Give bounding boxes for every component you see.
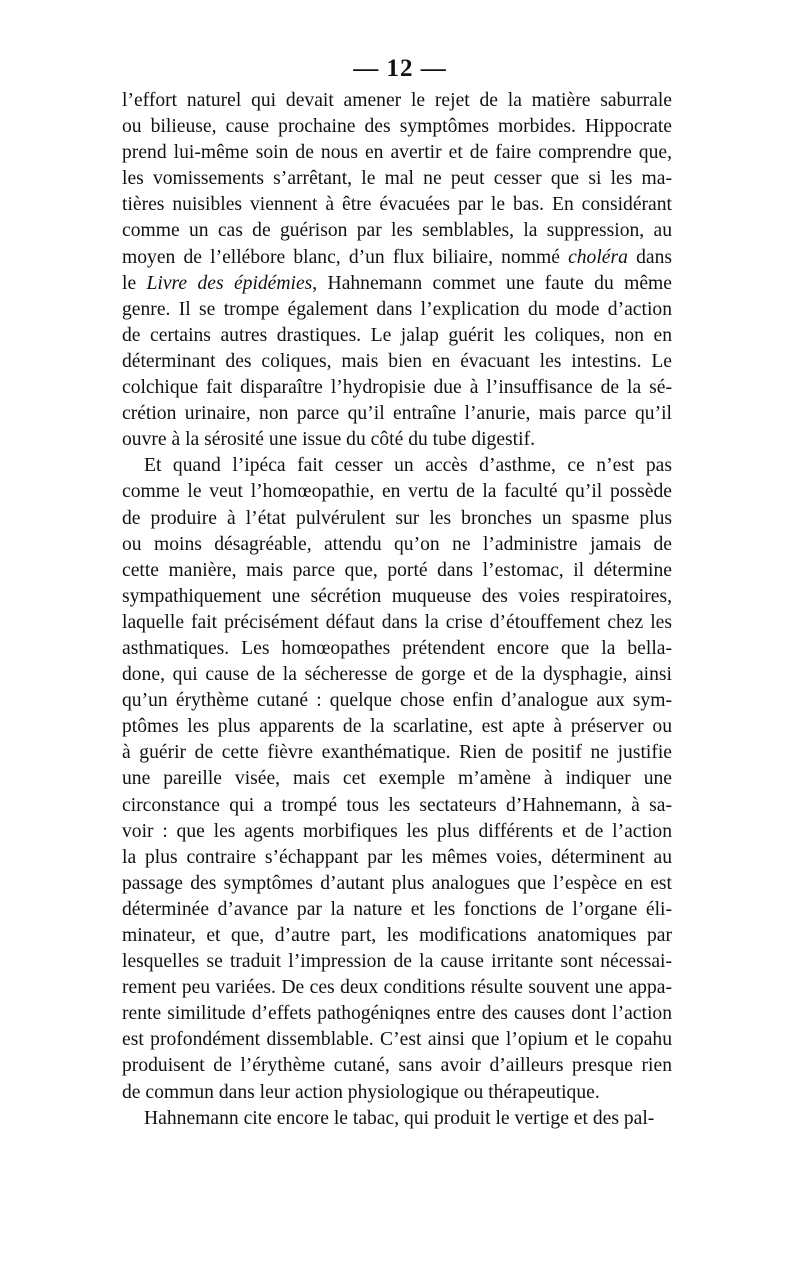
text-line: lesquelles se traduit l’impression de la cause irritante sont nécessai- — [122, 951, 672, 973]
text-line: ouvre à la sérosité une issue du côté du tube digestif. — [122, 429, 535, 451]
text-line: les vomissements s’arrêtant, le mal ne peut cesser que si les ma- — [122, 168, 672, 190]
text-line: ou moins désagréable, attendu qu’on ne l’administre jamais de — [122, 533, 672, 555]
text-line: voir : que les agents morbifiques les plus différents et de l’action — [122, 820, 672, 842]
page-number: — 12 — — [353, 55, 447, 82]
text-line: colchique fait disparaître l’hydropisie due à l’insuffisance de la sé- — [122, 377, 672, 399]
text-line: crétion urinaire, non parce qu’il entraîne l’anurie, mais parce qu’il — [122, 403, 672, 425]
text-line: de certains autres drastiques. Le jalap guérit les coliques, non en — [122, 324, 672, 346]
text-line: circonstance qui a trompé tous les sectateurs d’Hahnemann, à sa- — [122, 794, 672, 816]
text-line: est profondément dissemblable. C’est ainsi que l’opium et le copahu — [122, 1029, 672, 1051]
text-line: à guérir de cette fièvre exanthématique. Rien de positif ne justifie — [122, 742, 672, 764]
text-line: prend lui-même soin de nous en avertir et de faire comprendre que, — [122, 142, 672, 164]
text-line: rement peu variées. De ces deux conditions résulte souvent une appa- — [122, 977, 672, 999]
text-line: produisent de l’érythème cutané, sans avoir d’ailleurs presque rien — [122, 1055, 672, 1077]
text-line: la plus contraire s’échappant par les mêmes voies, déterminent au — [122, 846, 672, 868]
text-line: laquelle fait précisément défaut dans la crise d’étouffement chez les — [122, 611, 672, 633]
text-line: déterminant des coliques, mais bien en évacuant les intestins. Le — [122, 350, 672, 372]
text-line: déterminée d’avance par la nature et les fonctions de l’organe éli- — [122, 898, 672, 920]
text-line: genre. Il se trompe également dans l’explication du mode d’action — [122, 298, 672, 320]
text-line: ou bilieuse, cause prochaine des symptômes morbides. Hippocrate — [122, 116, 672, 138]
text-line: passage des symptômes d’autant plus analogues que l’espèce en est — [122, 872, 672, 894]
text-line: sympathiquement une sécrétion muqueuse des voies respiratoires, — [122, 585, 672, 607]
text-line: l’effort naturel qui devait amener le rejet de la matière saburrale — [122, 90, 672, 111]
text-line: comme le veut l’homœopathie, en vertu de la faculté qu’il possède — [122, 481, 672, 503]
text-line: Et quand l’ipéca fait cesser un accès d’asthme, ce n’est pas — [144, 455, 672, 477]
text-line: ptômes les plus apparents de la scarlatine, est apte à préserver ou — [122, 716, 672, 738]
text-line: comme un cas de guérison par les semblables, la suppression, au — [122, 220, 672, 242]
text-line: tières nuisibles viennent à être évacuées par le bas. En considérant — [122, 194, 672, 216]
text-line: asthmatiques. Les homœopathes prétendent encore que la bella- — [122, 637, 672, 659]
text-line: le Livre des épidémies, Hahnemann commet une faute du même — [122, 272, 672, 294]
text-line: moyen de l’ellébore blanc, d’un flux biliaire, nommé choléra dans — [122, 246, 672, 268]
text-line: de produire à l’état pulvérulent sur les bronches un spasme plus — [122, 507, 672, 529]
text-line: Hahnemann cite encore le tabac, qui produit le vertige et des pal- — [144, 1107, 655, 1129]
text-line: rente similitude d’effets pathogéniqnes entre des causes dont l’action — [122, 1003, 672, 1025]
text-line: de commun dans leur action physiologique ou thérapeutique. — [122, 1081, 600, 1103]
body-text — [122, 88, 672, 1132]
text-line: done, qui cause de la sécheresse de gorge et de la dysphagie, ainsi — [122, 664, 672, 686]
text-line: une pareille visée, mais cet exemple m’amène à indiquer une — [122, 768, 672, 790]
text-line: minateur, et que, d’autre part, les modifications anatomiques par — [122, 925, 672, 946]
text-line: cette manière, mais parce que, porté dans l’estomac, il détermine — [122, 559, 672, 581]
text-line: qu’un érythème cutané : quelque chose enfin d’analogue aux sym- — [122, 690, 672, 712]
